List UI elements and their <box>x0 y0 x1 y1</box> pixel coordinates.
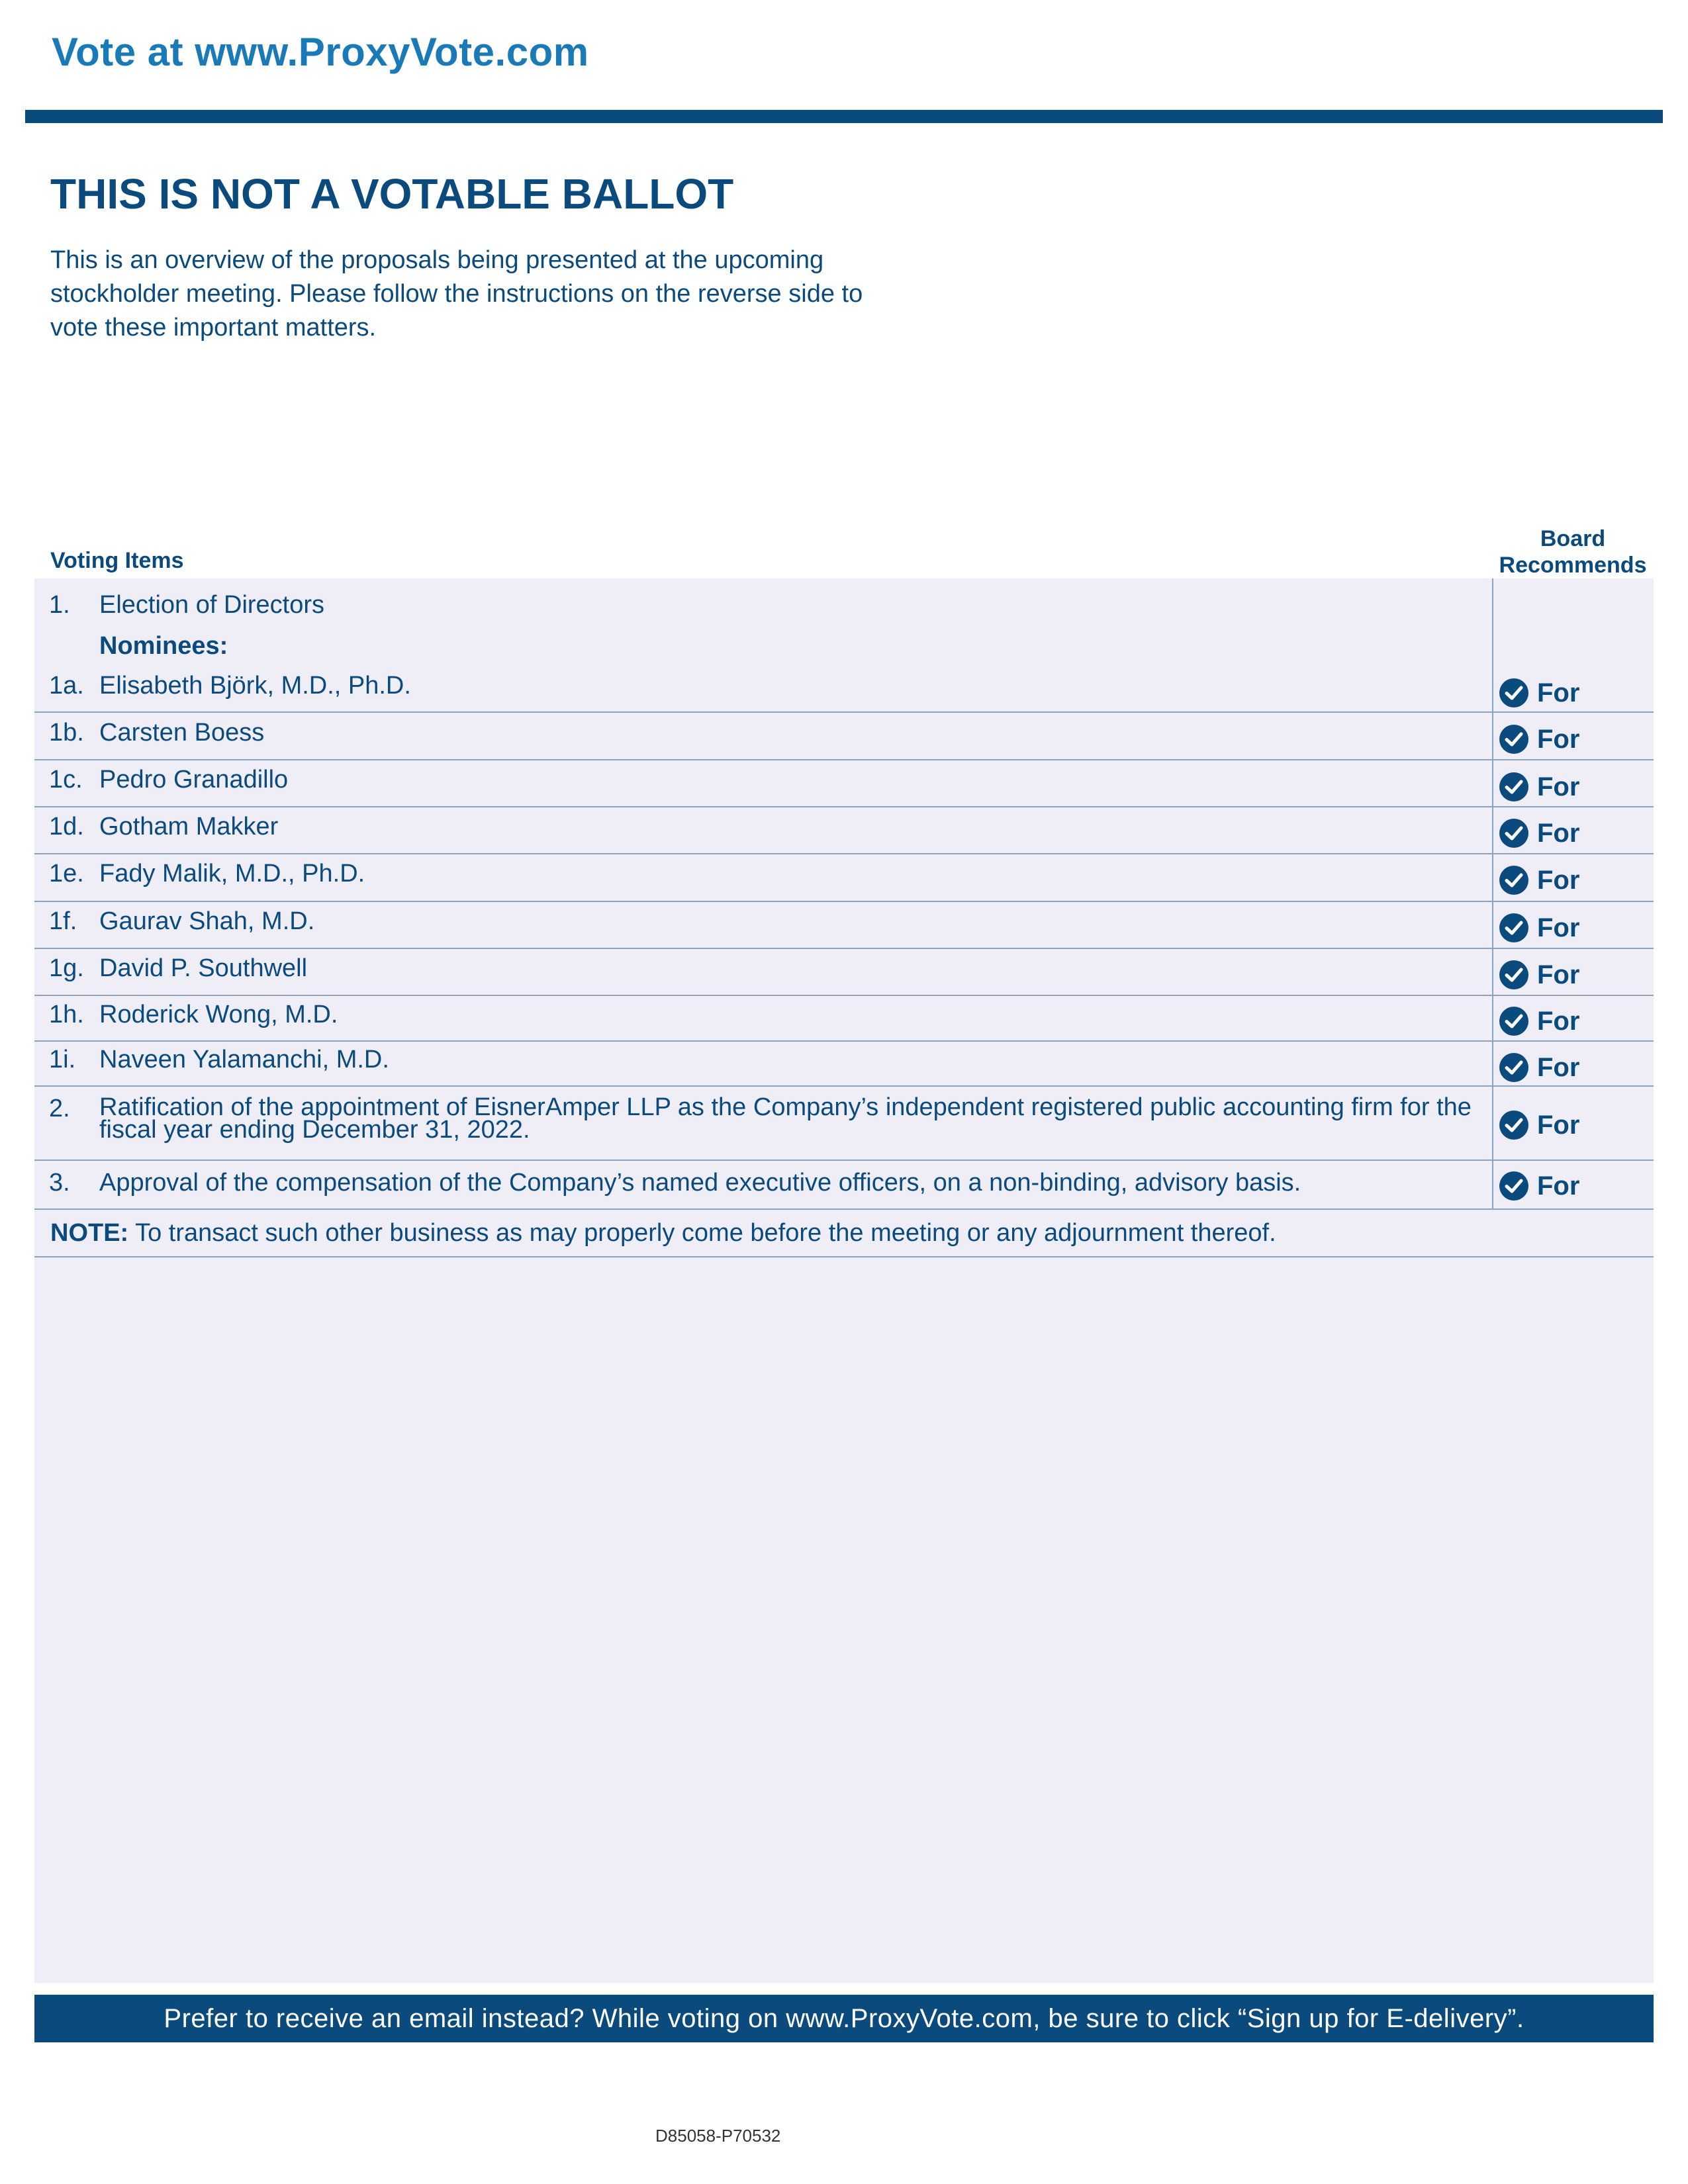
nominee-name: Gaurav Shah, M.D. <box>99 907 315 935</box>
row-divider <box>34 711 1654 713</box>
recommendation-label: For <box>1537 818 1580 848</box>
recommendation <box>1499 817 1579 849</box>
recommendation <box>1499 723 1579 755</box>
recommendation <box>1499 959 1579 991</box>
nominee-number: 1c. <box>49 766 83 794</box>
check-circle-icon <box>1499 724 1529 754</box>
nominee-name: Fady Malik, M.D., Ph.D. <box>99 860 365 887</box>
row-divider <box>34 1208 1654 1210</box>
recommendation <box>1499 1052 1579 1083</box>
recommendation-label: For <box>1537 1052 1580 1082</box>
nominee-name: Gotham Makker <box>99 813 279 841</box>
nominee-name: David P. Southwell <box>99 954 308 982</box>
recommendation-label: For <box>1537 913 1580 942</box>
check-circle-icon <box>1499 772 1529 802</box>
voting-items-header: Voting Items <box>50 548 184 573</box>
recommendation <box>1499 912 1579 944</box>
row-divider <box>34 806 1654 807</box>
nominee-name: Roderick Wong, M.D. <box>99 1001 338 1028</box>
row-divider <box>34 759 1654 760</box>
row-divider <box>34 1040 1654 1042</box>
nominee-name: Naveen Yalamanchi, M.D. <box>99 1046 389 1073</box>
nominee-name: Carsten Boess <box>99 719 265 747</box>
page-title: THIS IS NOT A VOTABLE BALLOT <box>50 170 734 218</box>
nominees-label: Nominees: <box>99 632 228 660</box>
recommendation-column-divider <box>1492 578 1493 1210</box>
note-label: NOTE: <box>50 1219 129 1247</box>
item-text: Approval of the compensation of the Company’s named executive officers, on a non-binding, advisory basis. <box>99 1169 1301 1197</box>
proxyvote-header-link: Vote at www.ProxyVote.com <box>52 30 589 74</box>
recommendation-label: For <box>1537 772 1580 801</box>
row-divider <box>34 853 1654 854</box>
nominee-number: 1d. <box>49 813 84 841</box>
recommendation <box>1499 1170 1579 1202</box>
check-circle-icon <box>1499 1006 1529 1036</box>
row-divider <box>34 1085 1654 1087</box>
board-recommends-header: Board Recommends <box>1499 526 1647 578</box>
check-circle-icon <box>1499 1052 1529 1083</box>
document-code: D85058-P70532 <box>655 2126 781 2146</box>
nominee-number: 1i. <box>49 1046 76 1073</box>
note-line <box>50 1219 1276 1248</box>
item-text: Ratification of the appointment of EisnerAmper LLP as the Company’s independent registered public accounting firm for the fiscal year ending December 31, 2022. <box>99 1093 1472 1144</box>
row-divider <box>34 948 1654 949</box>
recommendation <box>1499 677 1579 709</box>
recommendation <box>1499 771 1579 803</box>
check-circle-icon <box>1499 1110 1529 1140</box>
nominee-number: 1e. <box>49 860 84 887</box>
recommendation-label: For <box>1537 1006 1580 1036</box>
recommendation-label: For <box>1537 865 1580 895</box>
nominee-number: 1b. <box>49 719 84 747</box>
nominee-name: Elisabeth Björk, M.D., Ph.D. <box>99 672 411 700</box>
recommendation <box>1499 1005 1579 1037</box>
check-circle-icon <box>1499 1171 1529 1201</box>
item-number: 3. <box>49 1169 70 1197</box>
row-divider <box>34 995 1654 996</box>
item-number: 1. <box>49 591 70 619</box>
recommendation <box>1499 1109 1579 1141</box>
item-number: 2. <box>49 1095 70 1122</box>
nominee-number: 1g. <box>49 954 84 982</box>
item-text: Election of Directors <box>99 591 325 619</box>
recommendation-label: For <box>1537 678 1580 707</box>
e-delivery-banner: Prefer to receive an email instead? While voting on www.ProxyVote.com, be sure to click “Sign up for E-delivery”. <box>34 1995 1654 2042</box>
check-circle-icon <box>1499 865 1529 895</box>
row-divider <box>34 1256 1654 1257</box>
note-text: To transact such other business as may properly come before the meeting or any adjournment thereof. <box>128 1219 1276 1247</box>
check-circle-icon <box>1499 678 1529 708</box>
nominee-name: Pedro Granadillo <box>99 766 289 794</box>
intro-paragraph: This is an overview of the proposals being presented at the upcoming stockholder meeting. Please follow the instructions on the reverse side to vote these important matters. <box>50 246 863 341</box>
row-divider <box>34 1160 1654 1161</box>
recommendation-label: For <box>1537 724 1580 754</box>
check-circle-icon <box>1499 960 1529 990</box>
header-divider <box>25 110 1663 123</box>
recommendation-label: For <box>1537 1110 1580 1140</box>
recommendation-label: For <box>1537 1171 1580 1201</box>
recommendation-label: For <box>1537 960 1580 989</box>
row-divider <box>34 901 1654 902</box>
nominee-number: 1h. <box>49 1001 84 1028</box>
check-circle-icon <box>1499 913 1529 943</box>
check-circle-icon <box>1499 818 1529 848</box>
nominee-number: 1f. <box>49 907 77 935</box>
nominee-number: 1a. <box>49 672 84 700</box>
recommendation <box>1499 864 1579 896</box>
